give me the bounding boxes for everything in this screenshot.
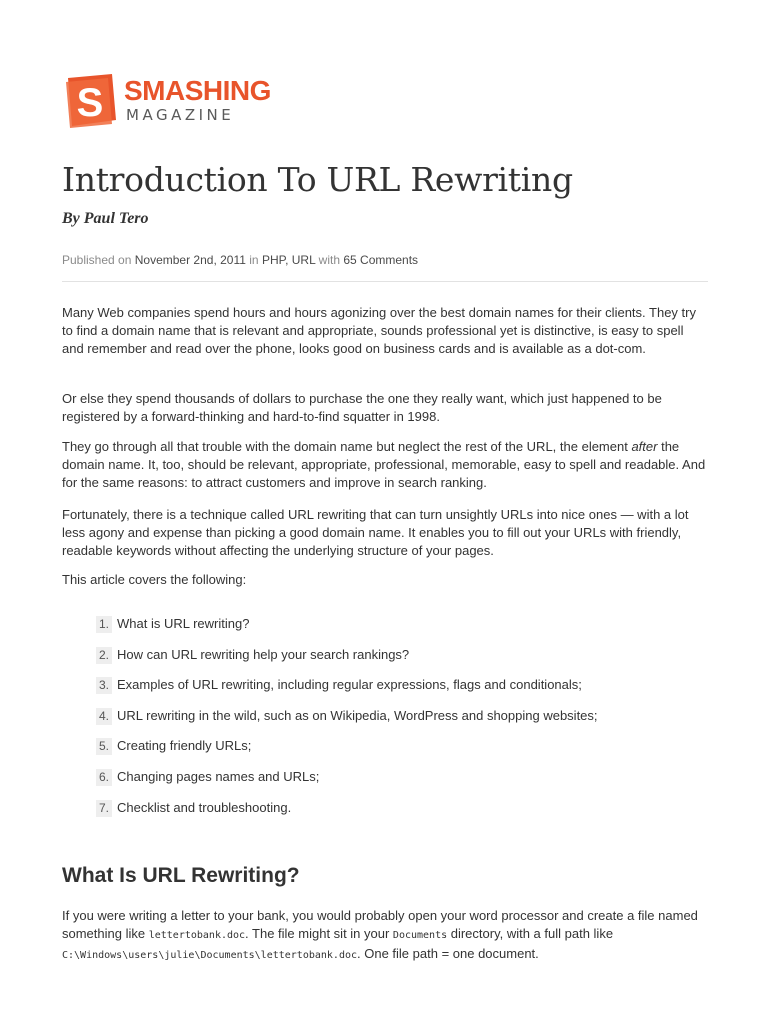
toc-number: 5. bbox=[96, 738, 112, 755]
toc-number: 6. bbox=[96, 769, 112, 786]
text-segment: They go through all that trouble with the domain name but neglect the rest of the URL, the element bbox=[62, 439, 632, 454]
text-segment: . One file path = one document. bbox=[357, 946, 539, 961]
paragraph-squatter bbox=[62, 390, 708, 426]
meta-categories-link[interactable]: PHP, URL bbox=[261, 253, 316, 267]
table-of-contents bbox=[96, 615, 696, 829]
toc-item[interactable] bbox=[96, 615, 696, 646]
article-meta bbox=[62, 253, 418, 267]
toc-label: URL rewriting in the wild, such as on Wikipedia, WordPress and shopping websites; bbox=[117, 707, 598, 723]
text-segment: the domain name. It, too, should be relevant, appropriate, professional, memorable, easy to spell and readable. And for the same reasons: to attract customers and improve in search ranking. bbox=[62, 439, 706, 490]
toc-number: 4. bbox=[96, 708, 112, 725]
emphasis-after: after bbox=[631, 439, 658, 454]
paragraph-text: This article covers the following: bbox=[62, 572, 247, 587]
smashing-s-icon bbox=[62, 72, 118, 128]
meta-with-text: with bbox=[318, 253, 340, 267]
toc-label: What is URL rewriting? bbox=[117, 616, 250, 631]
toc-label: Checklist and troubleshooting. bbox=[117, 799, 292, 815]
divider bbox=[62, 281, 708, 282]
paragraph-text bbox=[62, 438, 708, 492]
code-full-path: C:\Windows\users\julie\Documents\lettertobank.doc bbox=[62, 950, 358, 961]
logo-subtitle: MAGAZINE bbox=[126, 106, 235, 124]
toc-number: 1. bbox=[96, 616, 112, 633]
toc-label: Changing pages names and URLs; bbox=[117, 768, 320, 784]
toc-item[interactable] bbox=[96, 646, 696, 677]
code-directory: Documents bbox=[392, 930, 448, 941]
paragraph-letter-example bbox=[62, 907, 708, 965]
paragraph-neglect bbox=[62, 438, 708, 492]
text-segment: . The file might sit in your bbox=[245, 926, 393, 941]
paragraph-text bbox=[62, 907, 708, 965]
article-byline: By Paul Tero bbox=[62, 210, 149, 227]
article-title: Introduction To URL Rewriting bbox=[62, 160, 573, 199]
toc-item[interactable] bbox=[96, 737, 696, 768]
toc-item[interactable] bbox=[96, 707, 696, 738]
paragraph-intro bbox=[62, 304, 708, 358]
text-segment: If you were writing a letter to your bank, you would probably open your word processor and create a file named something like bbox=[62, 908, 698, 941]
paragraph-technique bbox=[62, 506, 708, 560]
logo-mark-letter: S bbox=[76, 81, 104, 125]
meta-published-prefix: Published on bbox=[62, 253, 132, 267]
toc-label: Examples of URL rewriting, including regular expressions, flags and conditionals; bbox=[117, 677, 582, 693]
section-heading: What Is URL Rewriting? bbox=[62, 864, 300, 887]
toc-label: Creating friendly URLs; bbox=[117, 738, 252, 754]
toc-number: 2. bbox=[96, 647, 112, 664]
toc-number: 7. bbox=[96, 800, 112, 817]
meta-in-text: in bbox=[249, 253, 259, 267]
paragraph-text: Many Web companies spend hours and hours agonizing over the best domain names for their clients. They try to find a domain name that is relevant and appropriate, sounds professional yet is distinctive, is easy to spell and remember and read over the phone, looks good on business cards and is available as a dot-com. bbox=[62, 305, 696, 356]
logo-wordmark: SMASHING bbox=[124, 75, 271, 106]
toc-item[interactable] bbox=[96, 768, 696, 799]
paragraph-text: Or else they spend thousands of dollars to purchase the one they really want, which just happened to be registered by a forward-thinking and hard-to-find squatter in 1998. bbox=[62, 391, 662, 424]
toc-item[interactable] bbox=[96, 676, 696, 707]
paragraph-text: Fortunately, there is a technique called URL rewriting that can turn unsightly URLs into nice ones — with a lot less agony and expense than picking a good domain name. It enables you to fill out your URLs with friendly, readable keywords without affecting the underlying structure of your pages. bbox=[62, 507, 689, 558]
smashing-magazine-logo[interactable] bbox=[62, 70, 292, 130]
meta-comments-link[interactable]: 65 Comments bbox=[343, 253, 419, 267]
toc-label: How can URL rewriting help your search rankings? bbox=[117, 646, 410, 662]
toc-item[interactable] bbox=[96, 799, 696, 830]
text-segment: directory, with a full path like bbox=[447, 926, 614, 941]
paragraph-covers bbox=[62, 571, 708, 589]
toc-number: 3. bbox=[96, 677, 112, 694]
code-filename: lettertobank.doc bbox=[148, 930, 246, 941]
meta-date-link[interactable]: November 2nd, 2011 bbox=[134, 253, 246, 267]
